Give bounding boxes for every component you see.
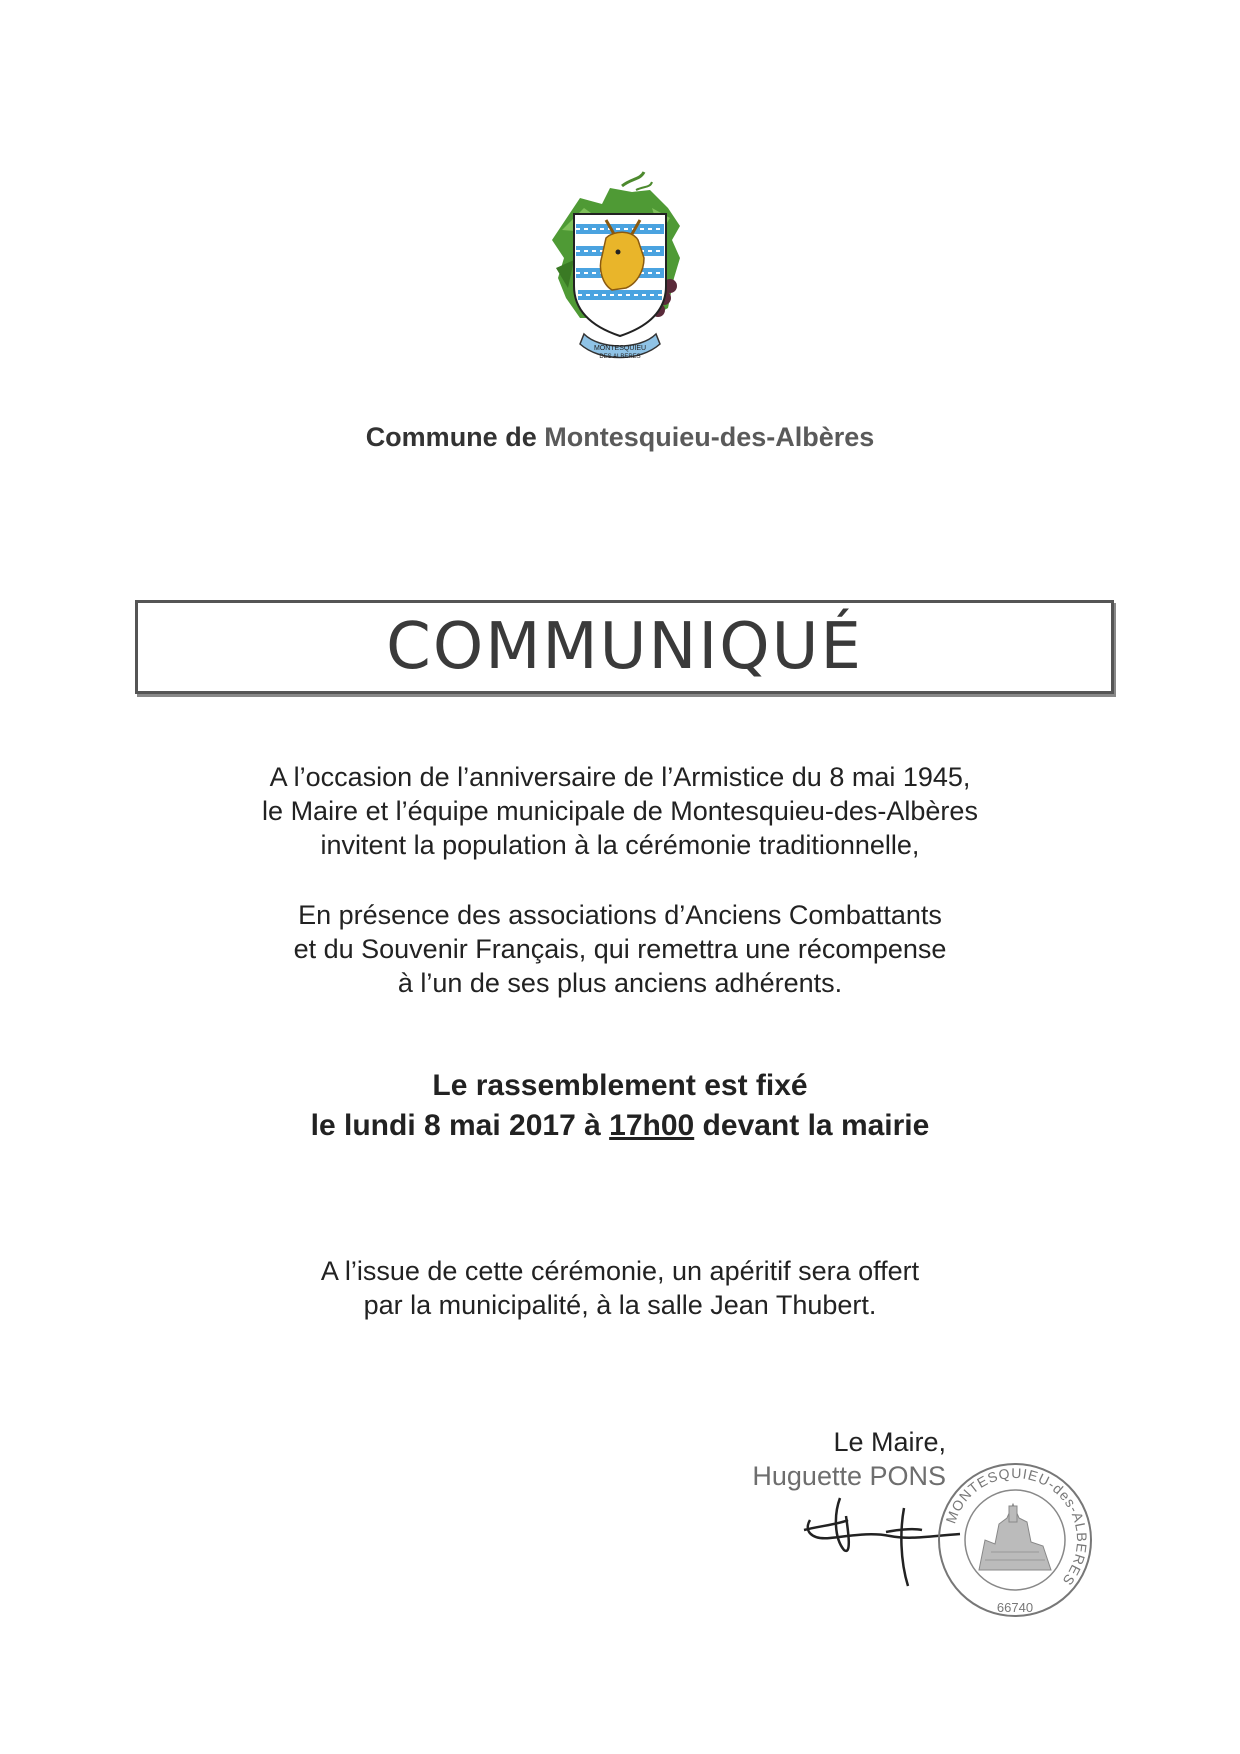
text-line: invitent la population à la cérémonie traditionnelle,: [320, 830, 920, 860]
commune-town: Montesquieu-des-Albères: [544, 422, 875, 452]
stamp-postcode: 66740: [996, 1600, 1034, 1615]
commune-prefix: Commune de: [365, 422, 537, 452]
text-line: A l’occasion de l’anniversaire de l’Armistice du 8 mai 1945,: [269, 762, 971, 792]
gathering-line-2: [0, 1106, 1240, 1146]
gathering-place: devant la mairie: [694, 1109, 930, 1142]
gathering-line-1: Le rassemblement est fixé: [432, 1069, 808, 1102]
paragraph-associations: [0, 898, 1240, 1000]
paragraph-aperitif: [0, 1254, 1240, 1322]
text-line: le Maire et l’équipe municipale de Montesquieu-des-Albères: [262, 796, 978, 826]
signature-block: [640, 1425, 946, 1493]
text-line: En présence des associations d’Anciens Combattants: [298, 900, 942, 930]
text-line: à l’un de ses plus anciens adhérents.: [397, 968, 843, 998]
signatory-name: Huguette PONS: [752, 1461, 946, 1491]
commune-heading: [0, 422, 1240, 453]
official-stamp: [935, 1460, 1095, 1620]
paragraph-intro: [0, 760, 1240, 862]
text-line: A l’issue de cette cérémonie, un apéritif sera offert: [320, 1256, 920, 1286]
title-box: [135, 600, 1114, 694]
page-title: COMMUNIQUÉ: [386, 610, 863, 684]
crest-banner-text-2: DES ALBERES: [599, 354, 641, 360]
crest-banner-text: MONTESQUIEU: [593, 345, 647, 352]
stamp-ring-text: MONTESQUIEU-des-ALBERES: [942, 1464, 1091, 1590]
gathering-time: 17h00: [609, 1109, 695, 1142]
paragraph-gathering: [0, 1066, 1240, 1146]
gathering-date: le lundi 8 mai 2017 à: [310, 1109, 610, 1142]
text-line: par la municipalité, à la salle Jean Thubert.: [363, 1290, 877, 1320]
signatory-role: Le Maire,: [833, 1427, 946, 1457]
text-line: et du Souvenir Français, qui remettra une récompense: [293, 934, 947, 964]
coat-of-arms-logo: [540, 168, 700, 368]
